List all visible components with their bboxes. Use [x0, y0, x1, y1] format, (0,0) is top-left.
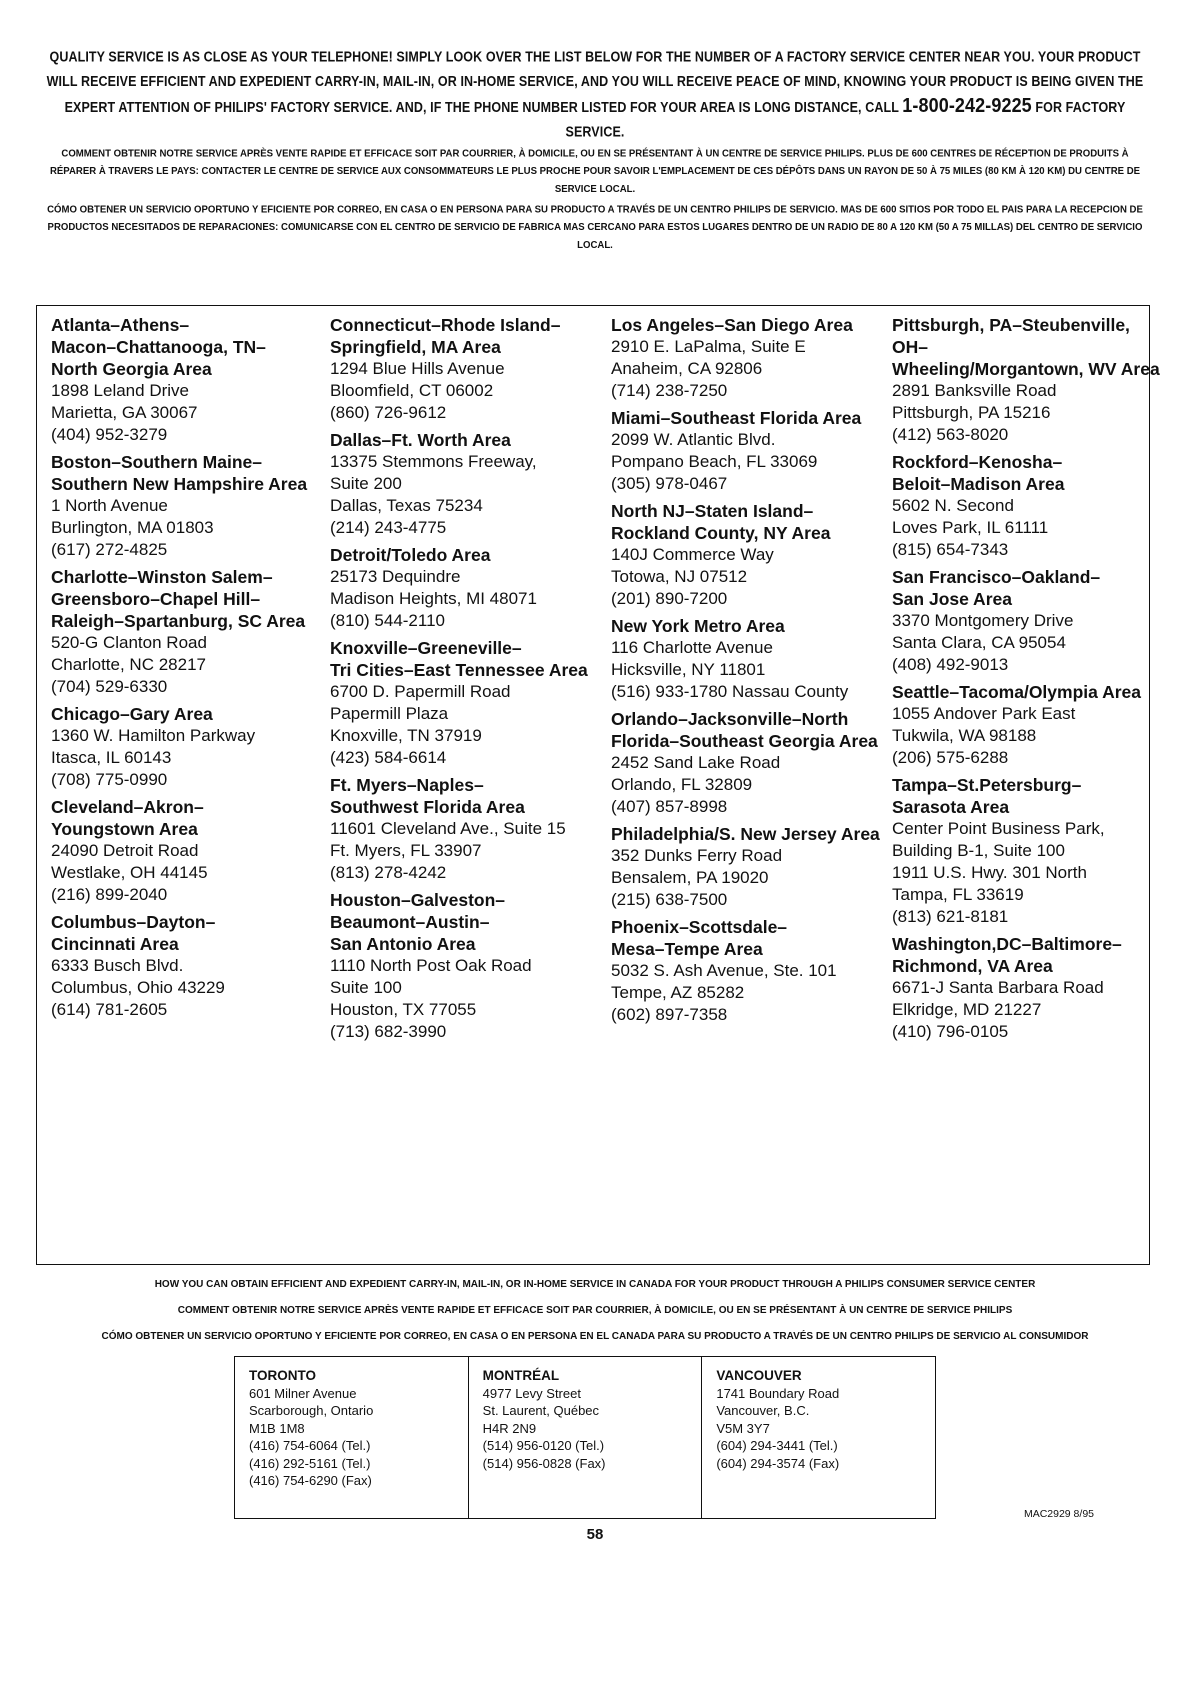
service-center-address: 1 North Avenue Burlington, MA 01803 (617) 272-4825	[51, 496, 214, 559]
service-center-address: 116 Charlotte Avenue Hicksville, NY 11801 (516) 933-1780 Nassau County	[611, 638, 849, 701]
service-center-entry	[330, 774, 600, 884]
service-area-name: New York Metro Area	[611, 616, 785, 636]
service-center-address: 2910 E. LaPalma, Suite E Anaheim, CA 92806 (714) 238-7250	[611, 337, 806, 400]
service-center-address: 6333 Busch Blvd. Columbus, Ohio 43229 (614) 781-2605	[51, 956, 225, 1019]
service-center-address: Center Point Business Park, Building B-1, Suite 100 1911 U.S. Hwy. 301 North Tampa, FL 33619 (813) 621-8181	[892, 819, 1105, 926]
service-column-3	[611, 314, 881, 1031]
service-area-name: Columbus–Dayton– Cincinnati Area	[51, 912, 216, 954]
canada-intro-french: COMMENT OBTENIR NOTRE SERVICE APRÈS VENTE RAPIDE ET EFFICACE SOIT PAR COURRIER, À DOMICILE, OU EN SE PRÉSENTANT À UN CENTRE DE SERVICE PHILIPS	[177, 1305, 1013, 1316]
service-area-name: North NJ–Staten Island– Rockland County, NY Area	[611, 501, 831, 543]
service-center-address: 1055 Andover Park East Tukwila, WA 98188 (206) 575-6288	[892, 704, 1076, 767]
service-center-address: 520-G Clanton Road Charlotte, NC 28217 (704) 529-6330	[51, 633, 207, 696]
service-area-name: Washington,DC–Baltimore– Richmond, VA Area	[892, 934, 1122, 976]
service-area-name: Houston–Galveston– Beaumont–Austin– San Antonio Area	[330, 890, 506, 954]
service-center-address: 352 Dunks Ferry Road Bensalem, PA 19020 (215) 638-7500	[611, 846, 783, 909]
city-name: TORONTO	[249, 1368, 317, 1383]
service-area-name: Charlotte–Winston Salem– Greensboro–Chapel Hill– Raleigh–Spartanburg, SC Area	[51, 567, 306, 631]
service-center-address: 2099 W. Atlantic Blvd. Pompano Beach, FL 33069 (305) 978-0467	[611, 430, 818, 493]
intro-english	[40, 46, 1150, 145]
service-center-entry	[51, 314, 321, 446]
service-area-name: Rockford–Kenosha– Beloit–Madison Area	[892, 452, 1065, 494]
service-center-entry	[51, 911, 321, 1021]
intro-section	[40, 49, 1150, 260]
service-center-entry	[51, 566, 321, 698]
service-center-entry	[51, 703, 321, 791]
service-column-4	[892, 314, 1162, 1048]
service-center-entry	[892, 451, 1162, 561]
city-name: MONTRÉAL	[482, 1368, 560, 1383]
service-center-entry	[611, 500, 881, 610]
service-center-entry	[51, 451, 321, 561]
service-area-name: Orlando–Jacksonville–North Florida–Southeast Georgia Area	[611, 709, 878, 751]
service-area-name: Chicago–Gary Area	[51, 704, 213, 724]
service-center-address: 2891 Banksville Road Pittsburgh, PA 15216 (412) 563-8020	[892, 381, 1057, 444]
service-area-name: Tampa–St.Petersburg– Sarasota Area	[892, 775, 1082, 817]
canada-centers-box	[234, 1356, 936, 1519]
service-center-entry	[330, 637, 600, 769]
service-area-name: Pittsburgh, PA–Steubenville, OH– Wheeling/Morgantown, WV Area	[892, 315, 1160, 379]
service-center-address: 25173 Dequindre Madison Heights, MI 48071 (810) 544-2110	[330, 567, 537, 630]
service-area-name: Connecticut–Rhode Island– Springfield, MA Area	[330, 315, 561, 357]
service-center-entry	[611, 708, 881, 818]
service-center-address: 1898 Leland Drive Marietta, GA 30067 (404) 952-3279	[51, 381, 198, 444]
city-address: 4977 Levy Street St. Laurent, Québec H4R 2N9 (514) 956-0120 (Tel.) (514) 956-0828 (Fax)	[482, 1385, 606, 1471]
service-center-entry	[892, 314, 1162, 446]
service-area-name: Boston–Southern Maine– Southern New Hampshire Area	[51, 452, 308, 494]
service-center-entry	[611, 823, 881, 911]
service-center-address: 6671-J Santa Barbara Road Elkridge, MD 21227 (410) 796-0105	[892, 978, 1104, 1041]
service-area-name: Los Angeles–San Diego Area	[611, 315, 853, 335]
service-center-entry	[330, 544, 600, 632]
service-area-name: Dallas–Ft. Worth Area	[330, 430, 511, 450]
service-column-1	[51, 314, 321, 1026]
service-center-entry	[892, 774, 1162, 928]
service-center-address: 24090 Detroit Road Westlake, OH 44145 (216) 899-2040	[51, 841, 208, 904]
service-center-entry	[330, 429, 600, 539]
service-center-address: 6700 D. Papermill Road Papermill Plaza Knoxville, TN 37919 (423) 584-6614	[330, 682, 511, 767]
service-center-entry	[51, 796, 321, 906]
canada-intro-spanish: CÓMO OBTENER UN SERVICIO OPORTUNO Y EFICIENTE POR CORREO, EN CASA O EN PERSONA EN EL CANADA PARA SU PRODUCTO A TRAVÉS DE UN CENTRO PHILIPS DE SERVICIO AL CONSUMIDOR	[101, 1331, 1089, 1342]
intro-french: COMMENT OBTENIR NOTRE SERVICE APRÈS VENTE RAPIDE ET EFFICACE SOIT PAR COURRIER, À DOMICILE, OU EN SE PRÉSENTANT À UN CENTRE DE SERVICE PHILIPS. PLUS DE 600 CENTRES DE RÉCEPTION DE PRODUITS À RÉPARER À TRAVERS LE PAYS: CONTACTER LE CENTRE DE SERVICE AUX CONSOMMATEURS LE PLUS PROCHE POUR SAVOIR L'EMPLACEMENT DE CES DÉPÔTS DANS UN RAYON DE 50 À 75 MILES (80 KM À 120 KM) DU CENTRE DE SERVICE LOCAL.	[49, 147, 1141, 196]
service-centers-box	[36, 305, 1160, 1265]
service-area-name: Seattle–Tacoma/Olympia Area	[892, 682, 1141, 702]
service-area-name: San Francisco–Oakland– San Jose Area	[892, 567, 1101, 609]
city-address: 601 Milner Avenue Scarborough, Ontario M1B 1M8 (416) 754-6064 (Tel.) (416) 292-5161 (Tel.) (416) 754-6290 (Fax)	[249, 1385, 374, 1488]
canada-intro-english: HOW YOU CAN OBTAIN EFFICIENT AND EXPEDIENT CARRY-IN, MAIL-IN, OR IN-HOME SERVICE IN CANADA FOR YOUR PRODUCT THROUGH A PHILIPS CONSUMER SERVICE CENTER	[154, 1279, 1036, 1290]
service-center-entry	[611, 407, 881, 495]
service-center-entry	[611, 314, 881, 402]
service-center-address: 1294 Blue Hills Avenue Bloomfield, CT 06002 (860) 726-9612	[330, 359, 505, 422]
service-area-name: Cleveland–Akron– Youngstown Area	[51, 797, 204, 839]
service-center-address: 1360 W. Hamilton Parkway Itasca, IL 60143 (708) 775-0990	[51, 726, 256, 789]
city-name: VANCOUVER	[716, 1368, 802, 1383]
service-center-address: 1110 North Post Oak Road Suite 100 Houston, TX 77055 (713) 682-3990	[330, 956, 532, 1041]
service-center-entry	[611, 916, 881, 1026]
service-area-name: Miami–Southeast Florida Area	[611, 408, 862, 428]
service-area-name: Ft. Myers–Naples– Southwest Florida Area	[330, 775, 525, 817]
service-center-entry	[330, 889, 600, 1043]
page-number: 58	[586, 1526, 604, 1543]
service-center-address: 140J Commerce Way Totowa, NJ 07512 (201) 890-7200	[611, 545, 774, 608]
service-center-entry	[892, 566, 1162, 676]
service-center-address: 2452 Sand Lake Road Orlando, FL 32809 (407) 857-8998	[611, 753, 781, 816]
service-center-address: 13375 Stemmons Freeway, Suite 200 Dallas, Texas 75234 (214) 243-4775	[330, 452, 537, 537]
service-center-address: 3370 Montgomery Drive Santa Clara, CA 95054 (408) 492-9013	[892, 611, 1074, 674]
intro-english-text: QUALITY SERVICE IS AS CLOSE AS YOUR TELEPHONE! SIMPLY LOOK OVER THE LIST BELOW FOR THE NUMBER OF A FACTORY SERVICE CENTER NEAR YOU. YOUR PRODUCT WILL RECEIVE EFFICIENT AND EXPEDIENT CARRY-IN, MAIL-IN, OR IN-HOME SERVICE, AND YOU WILL RECEIVE PEACE OF MIND, KNOWING YOUR PRODUCT IS BEING GIVEN THE EXPERT ATTENTION OF PHILIPS' FACTORY SERVICE. AND, IF THE PHONE NUMBER LISTED FOR YOUR AREA IS LONG DISTANCE, CALL	[46, 49, 1144, 116]
service-center-entry	[892, 933, 1162, 1043]
city-toronto	[235, 1357, 468, 1518]
city-vancouver	[701, 1357, 935, 1518]
service-center-address: 5602 N. Second Loves Park, IL 61111 (815) 654-7343	[892, 496, 1049, 559]
service-column-2	[330, 314, 600, 1048]
city-montreal	[468, 1357, 702, 1518]
service-area-name: Phoenix–Scottsdale– Mesa–Tempe Area	[611, 917, 788, 959]
canada-intro	[20, 1277, 1170, 1355]
service-center-entry	[330, 314, 600, 424]
service-area-name: Philadelphia/S. New Jersey Area	[611, 824, 880, 844]
document-code: MAC2929 8/95	[1023, 1508, 1094, 1520]
service-area-name: Knoxville–Greeneville– Tri Cities–East Tennessee Area	[330, 638, 588, 680]
service-center-address: 5032 S. Ash Avenue, Ste. 101 Tempe, AZ 85282 (602) 897-7358	[611, 961, 837, 1024]
intro-english-text-end: FOR FACTORY SERVICE.	[565, 99, 1126, 140]
service-center-entry	[611, 615, 881, 703]
city-address: 1741 Boundary Road Vancouver, B.C. V5M 3Y7 (604) 294-3441 (Tel.) (604) 294-3574 (Fax)	[716, 1385, 840, 1471]
service-center-address: 11601 Cleveland Ave., Suite 15 Ft. Myers, FL 33907 (813) 278-4242	[330, 819, 566, 882]
factory-service-phone: 1-800-242-9225	[902, 93, 1032, 117]
intro-spanish: CÓMO OBTENER UN SERVICIO OPORTUNO Y EFICIENTE POR CORREO, EN CASA O EN PERSONA PARA SU PRODUCTO A TRAVÉS DE UN CENTRO PHILIPS DE SERVICIO. MAS DE 600 SITIOS POR TODO EL PAIS PARA LA RECEPCION DE PRODUCTOS NECESITADOS DE REPARACIONES: COMUNICARSE CON EL CENTRO DE SERVICIO DE FABRICA MAS CERCANO PARA ESTOS LUGARES DENTRO DE UN RADIO DE 80 A 120 KM (50 A 75 MILLAS) DEL CENTRO DE SERVICIO LOCAL.	[47, 203, 1143, 252]
service-center-entry	[892, 681, 1162, 769]
service-area-name: Atlanta–Athens– Macon–Chattanooga, TN– North Georgia Area	[51, 315, 266, 379]
service-area-name: Detroit/Toledo Area	[330, 545, 491, 565]
